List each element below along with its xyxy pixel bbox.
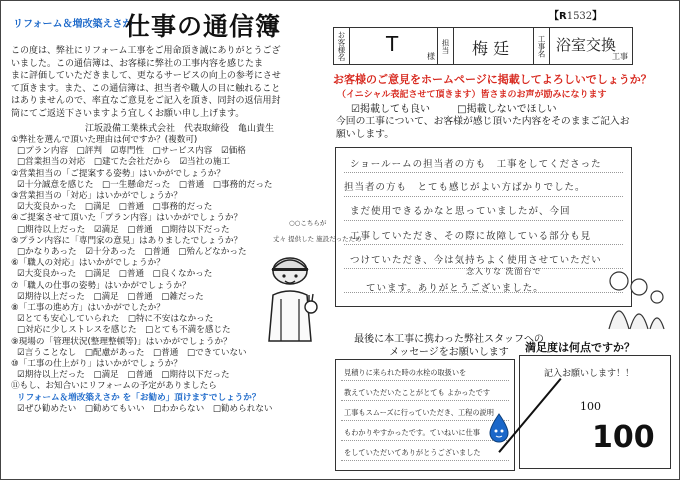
question: ③営業担当の「対応」はいかがでしょうか？ [11,191,182,202]
sama-suffix: 様 [427,52,435,61]
work-label: 工事名 [534,28,550,64]
publish-no-checkbox[interactable]: □掲載しないでほしい [457,104,557,115]
options[interactable]: □対応に少しストレスを感じた □とても不満を感じた [17,325,231,336]
publish-note: （イニシャル表記させて頂きます）皆さまのお声が励みになります [337,90,607,100]
options[interactable]: ☑期待以上だった □満足 □普通 □雑だった [17,291,204,302]
question: ②営業担当の「ご提案する姿勢」はいかがでしょうか？ [11,168,225,179]
answer-line: 担当者の方も とても感じがよい方ばかりでした。 [344,182,586,193]
staff-name-cell [454,28,534,64]
company-signature: 江坂設備工業株式会社 代表取締役 亀山貴生 [85,124,275,134]
question: ⑥「職人の対応」はいかがでしょうか？ [11,258,165,269]
options[interactable]: ☑十分誠意を感じた □一生懸命だった □普通 □事務的だった [17,179,273,190]
message-line: 見積りに来られた時の水栓の取扱いを [344,368,467,377]
family-illustration-icon [599,259,671,331]
message-line: 工事もスムーズに行っていただき、工程の説明 [344,408,494,417]
question-line: リフォーム＆増改築えさか を「お勧め」頂けますでしょうか？ [17,392,261,403]
intro-text: この度は、弊社にリフォーム工事をご用命頂き誠にありがとうござ いました。この通信簿は、お客様に弊社の工事内容を感じたま まに評価していただきまして、更なるサービスの向上の参考にさせ て頂きます。また、この通信簿は、担当者や職人の目に触れること はありませんので、率直なご意見をご記入を頂き、同封の返信用封 筒にてご返送下さいますよう宜しくお願い申し上げます。 [11,46,281,119]
work-name: 浴室交換 [556,36,617,54]
customer-label: お客様名 [334,28,350,64]
options[interactable]: □期待以上だった ☑満足 □普通 □期待以下だった [17,224,230,235]
brand-label: リフォーム＆増改築えさか [13,19,133,30]
comment-question: 今回の工事について、お客様が感じ頂いた内容をそのままご記入お願いします。 [336,116,630,140]
answer-line: ています。ありがとうございました。 [366,283,544,294]
staff-label: 担当 [438,28,454,64]
options[interactable]: □プラン内容 □評判 ☑専門性 □サービス内容 ☑価格 [17,146,246,157]
satisfaction-box [519,355,671,469]
message-line: をしていただいてありがとうございました [344,448,481,457]
water-drop-mascot-icon [488,413,510,443]
options[interactable]: ☑ぜひ勧めたい □勧めてもいい □わからない □勧められない [17,403,273,414]
question: ⑧「工事の進め方」はいかがでしたか？ [11,303,165,314]
worker-illustration-icon [259,249,321,345]
options[interactable]: ☑とても安心していられた □特に不安はなかった [17,314,214,325]
work-suffix: 工事 [612,52,628,61]
score-large: 100 [592,420,655,455]
options[interactable]: □営業担当の対応 □建てた会社だから ☑当社の施工 [17,157,231,168]
options[interactable]: ☑大変良かった □満足 □普通 □良くなかった [17,269,213,280]
record-number: 【R1532】 [549,11,603,22]
comment-box [335,147,632,307]
question: ⑩「工事の仕上がり」はいかがでしょうか？ [11,359,182,370]
handwritten-note: 丈々 提供した 施設だったため [273,235,362,243]
question: ①弊社を選んで頂いた理由は何ですか？(複数可) [11,135,198,145]
options[interactable]: □かなりあった ☑十分あった □普通 □殆んどなかった [17,247,247,258]
work-name-cell [550,28,632,64]
answer-insert: 念入りな 洗面台で [466,267,542,276]
question: ④ご提案させて頂いた「プラン内容」はいかがでしょうか？ [11,213,243,224]
options[interactable]: ☑言うことなし □配慮があった □普通 □できていない [17,347,247,358]
customer-name: T [386,32,399,56]
publish-question: お客様のご意見をホームページに掲載してよろしいでしょうか？ [333,73,652,86]
question: ⑦「職人の仕事の姿勢」はいかがでしょうか？ [11,280,191,291]
options[interactable]: ☑大変良かった □満足 □普通 □事務的だった [17,202,213,213]
question: ⑨現場の「管理状況(整理整頓等)」はいかがでしょうか？ [11,336,232,347]
options[interactable]: ☑期待以上だった □満足 □普通 □期待以下だった [17,370,230,381]
staff-name: 梅 廷 [472,39,510,58]
message-line: 教えていただいたことがとても よかったです [344,388,491,397]
satisfaction-request: 記入お願いします！！ [544,369,635,379]
answer-line: まだ使用できるかなと思っていましたが、今回 [350,206,571,217]
staff-message-question: 最後に本工事に携わった弊社スタッフへの メッセージをお願いします [354,334,544,358]
score-handwritten: 100 [580,400,601,413]
customer-name-cell [350,28,438,64]
publish-options [351,100,581,115]
satisfaction-question: 満足度は何点ですか？ [525,341,635,354]
publish-yes-checkbox[interactable]: ☑掲載しても良い [351,104,430,115]
page-title: 仕事の通信簿 [125,12,282,41]
question: ⑤プラン内容に「専門家の意見」はありましたでしょうか？ [11,235,243,246]
answer-line: 工事していただき、その際に故障している部分も見 [350,231,592,242]
question: ⑪もし、お知合いにリフォームの予定がありましたら [11,381,217,392]
customer-info-box [333,27,633,65]
handwritten-note: ○○こちらが [289,219,327,227]
answer-line: つけていただき、今は気持ちよく使用させていただい [350,255,602,266]
message-line: もわかりやすかったです。ていねいに仕事 [344,428,480,437]
answer-line: ショールームの担当者の方も 工事をしてくださった [350,159,602,170]
